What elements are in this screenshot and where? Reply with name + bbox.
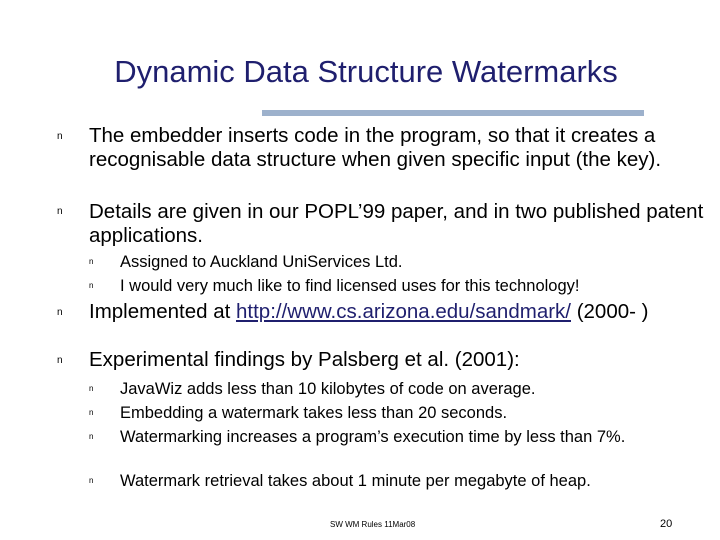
square-bullet-icon: n [89,432,94,441]
sandmark-link[interactable]: http://www.cs.arizona.edu/sandmark/ [236,300,571,323]
slide-footer: SW WM Rules 11Mar08 [330,520,416,529]
square-bullet-icon: n [57,131,63,142]
sub-bullet-text: JavaWiz adds less than 10 kilobytes of code on average. [120,380,536,398]
square-bullet-icon: n [89,476,94,485]
bullet-text-suffix: (2000- ) [571,300,649,323]
sub-bullet-text: Assigned to Auckland UniServices Ltd. [120,253,403,271]
bullet-text: The embedder inserts code in the program, so that it creates a recognisable data structure when given specific input (the key). [89,124,662,171]
slide-title: Dynamic Data Structure Watermarks [114,54,618,89]
sub-bullet-text: I would very much like to find licensed uses for this technology! [120,277,580,295]
square-bullet-icon: n [57,307,63,318]
bullet-text-prefix: Implemented at [89,300,236,323]
square-bullet-icon: n [89,257,94,266]
bullet-text: Experimental findings by Palsberg et al. (2001): [89,348,520,371]
sub-bullet-text: Watermark retrieval takes about 1 minute per megabyte of heap. [120,472,591,490]
sub-bullet-text: Embedding a watermark takes less than 20 seconds. [120,404,508,422]
square-bullet-icon: n [57,206,63,217]
square-bullet-icon: n [89,408,94,417]
page-number: 20 [660,518,673,530]
bullet-text: Details are given in our POPL’99 paper, and in two published patent applications. [89,200,704,247]
bullet-text [89,300,709,324]
square-bullet-icon: n [89,384,94,393]
square-bullet-icon: n [89,281,94,290]
sub-bullet-text: Watermarking increases a program’s execution time by less than 7%. [120,428,626,446]
square-bullet-icon: n [57,355,63,366]
